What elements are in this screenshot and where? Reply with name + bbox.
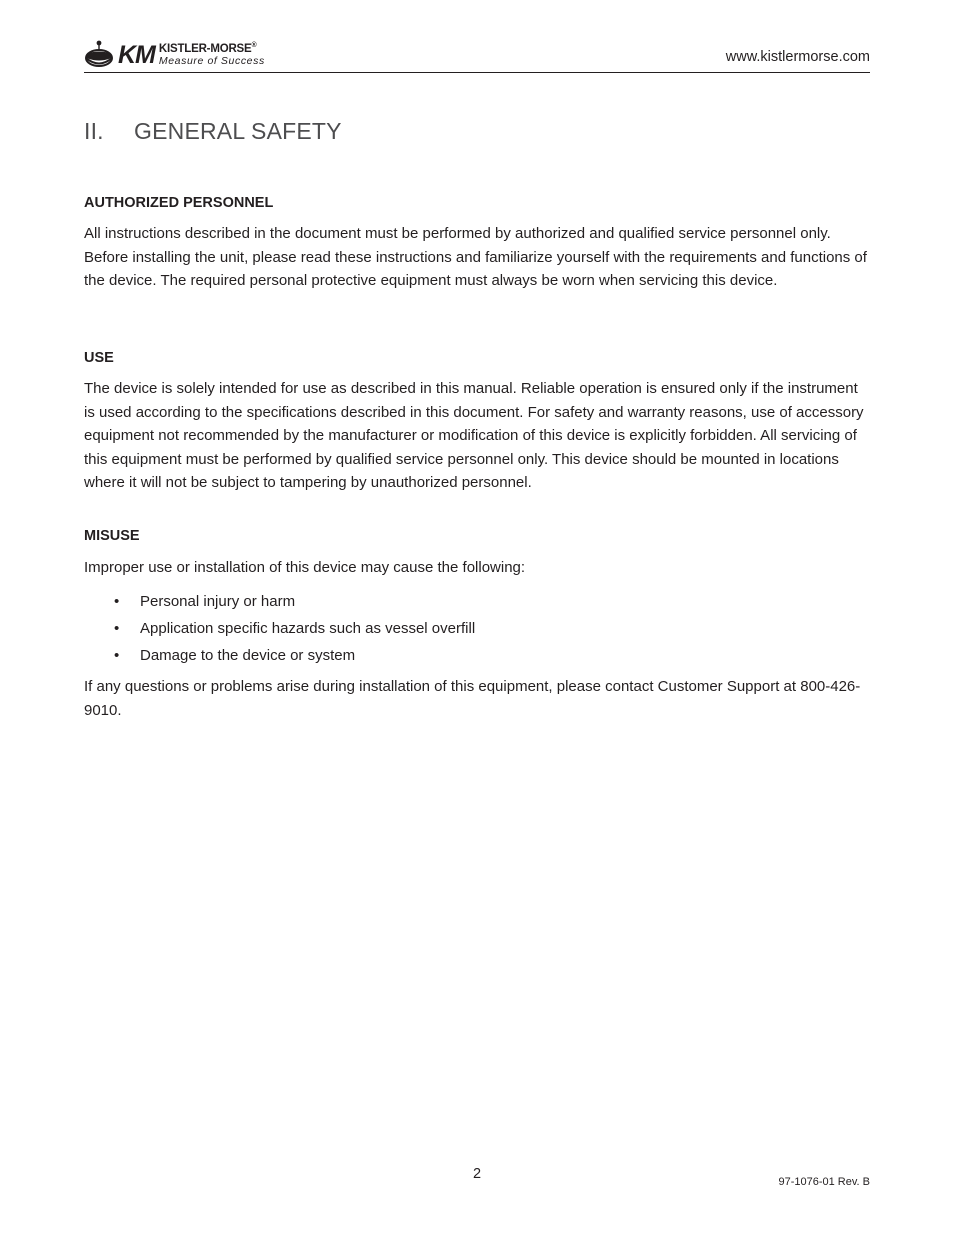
bullet: • (114, 647, 120, 664)
list-item: • Application specific hazards such as vessel overfill (84, 617, 870, 644)
bullet: • (114, 620, 120, 637)
section-title (84, 118, 342, 145)
use-heading: USE (84, 350, 114, 366)
kistler-morse-logo (84, 38, 265, 72)
misuse-heading: MISUSE (84, 528, 140, 544)
registered-mark: ® (251, 41, 257, 49)
document-number: 97-1076-01 Rev. B (778, 1176, 870, 1188)
page-header (84, 36, 870, 73)
list-item: • Personal injury or harm (84, 590, 870, 617)
website-url: www.kistlermorse.com (725, 49, 870, 65)
use-text: The device is solely intended for use as described in this manual. Reliable operation is ensured only if the instrument is used according to the specifications described in this document. For safety and warranty reasons, use of accessory equipment not recommended by the manufacturer or modification of this device is explicitly forbidden. All servicing of this equipment must be performed by qualified service personnel only. This device should be mounted in locations where it will not be subject to tampering by unauthorized personnel. (84, 380, 864, 491)
misuse-intro: Improper use or installation of this device may cause the following: (84, 559, 526, 576)
authorized-personnel-heading: AUTHORIZED PERSONNEL (84, 195, 274, 211)
support-contact-text: If any questions or problems arise during installation of this equipment, please contact Customer Support at 800-426-9010. (84, 678, 861, 719)
page-number: 2 (472, 1166, 482, 1182)
logo-tagline: Measure of Success (158, 54, 265, 67)
section-heading: GENERAL SAFETY (134, 118, 342, 144)
logo-company-name: KISTLER-MORSE® (158, 41, 257, 55)
scale-logo-icon (84, 39, 114, 71)
list-item: • Damage to the device or system (84, 644, 870, 671)
section-number: II. (84, 118, 104, 144)
logo-km-mark: KM (118, 40, 155, 69)
authorized-personnel-text: All instructions described in the document must be performed by authorized and qualified service personnel only. Before installing the unit, please read these instructions and familiarize yourself with the requirements and functions of the device. The required personal protective equipment must always be worn when servicing this device. (84, 225, 867, 289)
bullet: • (114, 593, 120, 610)
misuse-list (84, 590, 870, 671)
